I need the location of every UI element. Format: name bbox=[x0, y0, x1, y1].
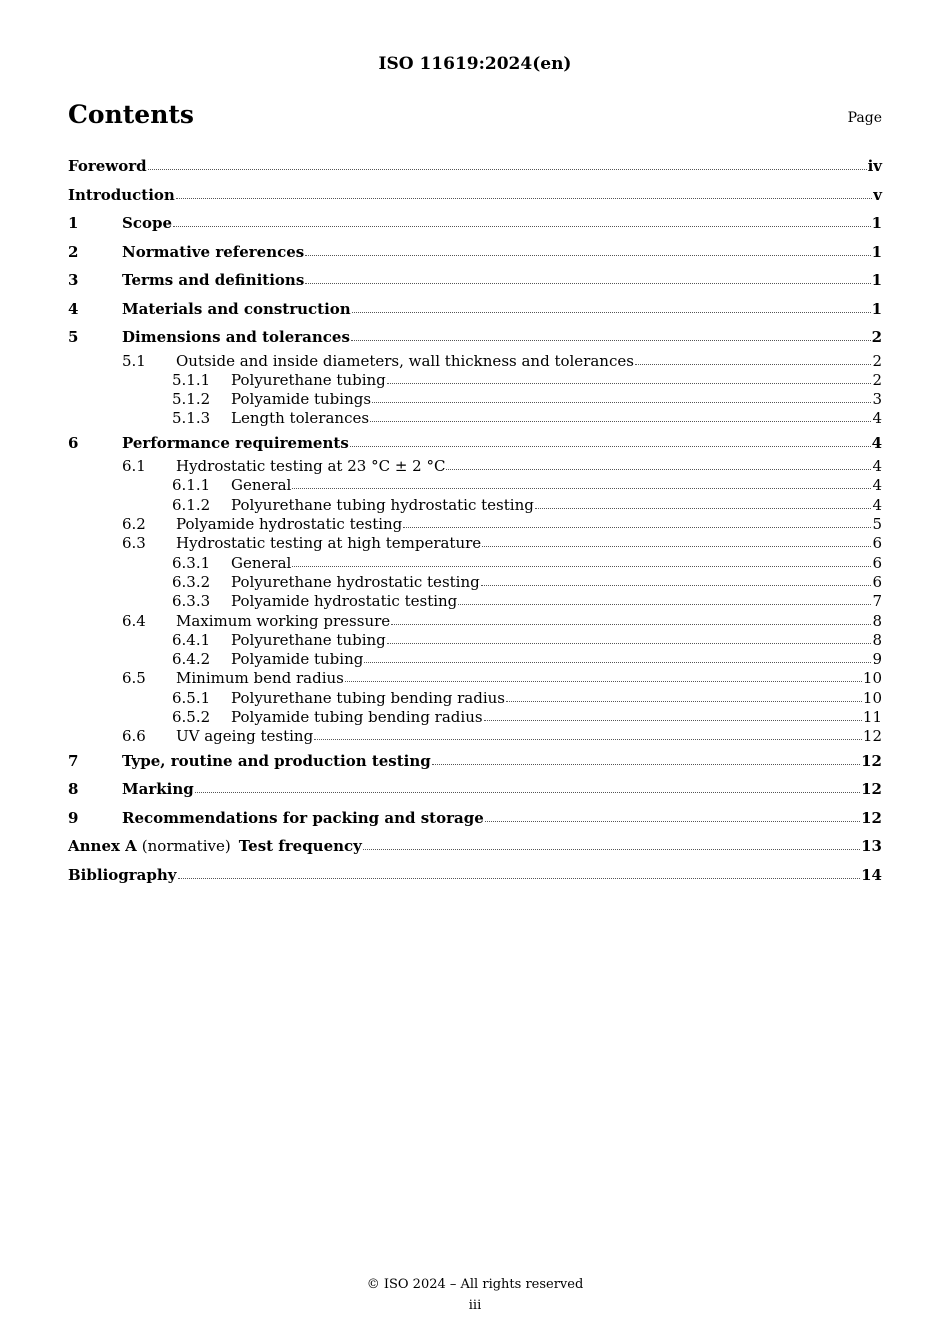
toc-entry[interactable] bbox=[68, 266, 882, 295]
toc-entry-page: 1 bbox=[871, 299, 882, 318]
dot-leader bbox=[481, 581, 872, 586]
page-column-label: Page bbox=[847, 110, 882, 126]
toc-entry-title: Outside and inside diameters, wall thickness and tolerances bbox=[176, 351, 634, 370]
toc-entry-title: Polyamide tubing bbox=[231, 650, 364, 669]
toc-entry-title: Performance requirements bbox=[122, 433, 349, 452]
toc-entry-page: 4 bbox=[872, 495, 882, 514]
toc-entry[interactable] bbox=[68, 727, 882, 746]
toc-entry-number: 8 bbox=[68, 780, 79, 799]
toc-entry-title: Polyurethane tubing bbox=[231, 370, 386, 389]
toc-entry[interactable] bbox=[68, 352, 882, 371]
toc-entry-page: 14 bbox=[861, 865, 882, 884]
toc-entry-page: 1 bbox=[871, 242, 882, 261]
toc-entry-title: Terms and definitions bbox=[122, 271, 305, 289]
toc-entry-number: 5.1.3 bbox=[172, 409, 211, 428]
toc-entry-title: Scope bbox=[122, 214, 173, 232]
toc-entry-page: 6 bbox=[872, 534, 882, 553]
dot-leader bbox=[350, 442, 871, 447]
toc-entry-page: 4 bbox=[872, 476, 882, 495]
toc-entry-page: 8 bbox=[872, 630, 882, 649]
toc-entry[interactable] bbox=[68, 181, 882, 210]
toc-entry-title: Polyurethane tubing hydrostatic testing bbox=[231, 495, 534, 514]
toc-entry[interactable] bbox=[68, 238, 882, 267]
toc-entry-number: 4 bbox=[68, 299, 79, 318]
dot-leader bbox=[635, 360, 872, 365]
toc-entry-title: Polyamide tubings bbox=[231, 390, 372, 409]
toc-entry-number: 6.1 bbox=[122, 457, 146, 476]
toc-entry-number: 6.4.1 bbox=[172, 630, 211, 649]
toc-entry-page: 10 bbox=[862, 669, 882, 688]
toc-entry-page: 1 bbox=[871, 271, 882, 289]
toc-entry-title: Length tolerances bbox=[231, 409, 370, 428]
toc-entry-page: 4 bbox=[871, 433, 882, 452]
toc-entry-number: 2 bbox=[68, 242, 79, 261]
toc-entry-page: 9 bbox=[872, 650, 882, 669]
toc-entry-title: Maximum working pressure bbox=[176, 611, 391, 630]
toc-entry-number: 5.1 bbox=[122, 351, 146, 370]
dot-leader bbox=[345, 677, 862, 682]
toc-entry-title: Polyurethane tubing bending radius bbox=[231, 688, 505, 707]
toc-entry-page: 1 bbox=[871, 214, 882, 232]
toc-entry-title: Type, routine and production testing bbox=[122, 751, 431, 770]
toc-entry-number: 6.1.1 bbox=[172, 476, 211, 495]
toc-entry[interactable] bbox=[68, 612, 882, 631]
toc-entry-page: 2 bbox=[871, 328, 882, 346]
toc-entry-number: 3 bbox=[68, 271, 79, 289]
toc-entry-title: Bibliography bbox=[68, 865, 177, 884]
toc-entry-number: 6.5.1 bbox=[172, 688, 211, 707]
dot-leader bbox=[535, 504, 872, 509]
toc-entry-number: 5.1.1 bbox=[172, 370, 211, 389]
dot-leader bbox=[195, 788, 860, 793]
toc-entry-number: 6.1.2 bbox=[172, 495, 211, 514]
toc-entry-page: 4 bbox=[872, 457, 882, 476]
toc-entry-title: Polyamide hydrostatic testing bbox=[176, 515, 403, 534]
dot-leader bbox=[387, 379, 872, 384]
toc-entry-title: General bbox=[231, 476, 292, 495]
toc-entry-title: Marking bbox=[122, 780, 194, 799]
toc-entry-number: 6.5 bbox=[122, 669, 146, 688]
toc-entry-number: 6.3.3 bbox=[172, 592, 211, 611]
toc-entry-title: Materials and construction bbox=[122, 299, 351, 318]
table-of-contents bbox=[68, 152, 882, 889]
toc-entry[interactable] bbox=[68, 496, 882, 515]
dot-leader bbox=[485, 817, 860, 822]
toc-entry-title: Introduction bbox=[68, 185, 175, 204]
toc-entry[interactable] bbox=[68, 631, 882, 650]
toc-entry-page: 6 bbox=[872, 572, 882, 591]
toc-entry[interactable] bbox=[68, 515, 882, 534]
toc-entry[interactable] bbox=[68, 476, 882, 495]
toc-entry-page: 2 bbox=[872, 351, 882, 370]
toc-entry-number: 7 bbox=[68, 751, 79, 770]
toc-entry[interactable] bbox=[68, 689, 882, 708]
toc-entry-title: Foreword bbox=[68, 157, 147, 175]
dot-leader bbox=[314, 735, 862, 740]
toc-entry-title: Dimensions and tolerances bbox=[122, 328, 350, 346]
toc-entry-number: 6.3 bbox=[122, 534, 146, 553]
toc-entry[interactable] bbox=[68, 152, 882, 181]
toc-entry-page: 8 bbox=[872, 611, 882, 630]
toc-entry-page: 4 bbox=[872, 409, 882, 428]
toc-entry-title: General bbox=[231, 553, 292, 572]
dot-leader bbox=[363, 845, 860, 850]
toc-entry[interactable] bbox=[68, 592, 882, 611]
dot-leader bbox=[173, 222, 871, 227]
toc-entry-page: 6 bbox=[872, 553, 882, 572]
toc-entry-number: 9 bbox=[68, 808, 79, 827]
toc-entry-title: Polyurethane tubing bbox=[231, 630, 386, 649]
dot-leader bbox=[482, 542, 871, 547]
toc-entry-number: 5.1.2 bbox=[172, 390, 211, 409]
dot-leader bbox=[305, 251, 870, 256]
toc-entry-page: 10 bbox=[862, 688, 882, 707]
dot-leader bbox=[372, 398, 871, 403]
dot-leader bbox=[387, 639, 872, 644]
toc-entry[interactable] bbox=[68, 669, 882, 688]
toc-entry-page: 12 bbox=[862, 727, 882, 746]
toc-entry[interactable] bbox=[68, 554, 882, 573]
toc-entry-title: Test frequency bbox=[238, 837, 362, 856]
toc-entry-number: 6.5.2 bbox=[172, 708, 211, 727]
toc-entry-number: 1 bbox=[68, 214, 79, 232]
toc-entry[interactable] bbox=[68, 323, 882, 352]
toc-entry-number: Annex A bbox=[68, 837, 137, 856]
toc-entry[interactable] bbox=[68, 747, 882, 776]
dot-leader bbox=[148, 165, 867, 170]
dot-leader bbox=[370, 417, 871, 422]
dot-leader bbox=[292, 484, 871, 489]
toc-entry[interactable] bbox=[68, 650, 882, 669]
toc-entry-number: 6.6 bbox=[122, 727, 146, 746]
toc-entry[interactable] bbox=[68, 457, 882, 476]
toc-entry-number: 6.3.1 bbox=[172, 553, 211, 572]
toc-entry[interactable] bbox=[68, 804, 882, 833]
toc-entry-title: Normative references bbox=[122, 242, 305, 261]
toc-entry-title: Polyamide hydrostatic testing bbox=[231, 592, 458, 611]
toc-entry[interactable] bbox=[68, 861, 882, 890]
toc-entry[interactable] bbox=[68, 534, 882, 553]
toc-entry[interactable] bbox=[68, 708, 882, 727]
toc-entry-page: 13 bbox=[861, 837, 882, 856]
dot-leader bbox=[352, 308, 871, 313]
page-title: Contents bbox=[68, 100, 195, 129]
toc-entry-page: 11 bbox=[862, 708, 882, 727]
toc-entry-title: Recommendations for packing and storage bbox=[122, 808, 484, 827]
toc-entry-number: 6 bbox=[68, 433, 79, 452]
toc-entry-title: Polyamide tubing bending radius bbox=[231, 708, 483, 727]
toc-entry-annex-type: (normative) bbox=[141, 837, 231, 856]
toc-entry[interactable] bbox=[68, 390, 882, 409]
dot-leader bbox=[403, 523, 871, 528]
toc-entry-number: 5 bbox=[68, 328, 79, 346]
page-number: iii bbox=[468, 1298, 482, 1313]
dot-leader bbox=[176, 194, 872, 199]
toc-entry[interactable] bbox=[68, 832, 882, 861]
toc-entry-title: Hydrostatic testing at 23 °C ± 2 °C bbox=[176, 457, 446, 476]
toc-entry-title: Minimum bend radius bbox=[176, 669, 344, 688]
toc-entry-page: 12 bbox=[861, 780, 882, 799]
dot-leader bbox=[446, 465, 871, 470]
dot-leader bbox=[364, 658, 871, 663]
toc-entry[interactable] bbox=[68, 371, 882, 390]
toc-entry[interactable] bbox=[68, 775, 882, 804]
toc-entry-page: v bbox=[873, 185, 882, 204]
toc-entry-page: 2 bbox=[872, 370, 882, 389]
toc-entry-title: Polyurethane hydrostatic testing bbox=[231, 572, 480, 591]
dot-leader bbox=[292, 562, 871, 567]
dot-leader bbox=[432, 760, 860, 765]
toc-entry-page: 7 bbox=[872, 592, 882, 611]
toc-entry-number: 6.2 bbox=[122, 515, 146, 534]
toc-entry[interactable] bbox=[68, 209, 882, 238]
toc-entry-number: 6.4 bbox=[122, 611, 146, 630]
dot-leader bbox=[305, 279, 870, 284]
toc-entry[interactable] bbox=[68, 429, 882, 458]
toc-entry-title: UV ageing testing bbox=[176, 727, 314, 746]
toc-entry-number: 6.3.2 bbox=[172, 572, 211, 591]
document-id: ISO 11619:2024(en) bbox=[378, 54, 572, 74]
toc-entry-page: 12 bbox=[861, 808, 882, 827]
dot-leader bbox=[178, 874, 861, 879]
toc-entry-title: Hydrostatic testing at high temperature bbox=[176, 534, 482, 553]
copyright-notice: © ISO 2024 – All rights reserved bbox=[366, 1277, 584, 1292]
toc-entry[interactable] bbox=[68, 573, 882, 592]
toc-entry-page: 5 bbox=[872, 515, 882, 534]
dot-leader bbox=[484, 716, 862, 721]
dot-leader bbox=[506, 697, 862, 702]
dot-leader bbox=[458, 600, 871, 605]
toc-entry[interactable] bbox=[68, 295, 882, 324]
toc-entry-page: 12 bbox=[861, 751, 882, 770]
toc-entry-page: 3 bbox=[872, 390, 882, 409]
toc-entry[interactable] bbox=[68, 409, 882, 428]
toc-entry-number: 6.4.2 bbox=[172, 650, 211, 669]
dot-leader bbox=[351, 336, 871, 341]
dot-leader bbox=[391, 620, 871, 625]
toc-entry-page: iv bbox=[867, 157, 882, 175]
